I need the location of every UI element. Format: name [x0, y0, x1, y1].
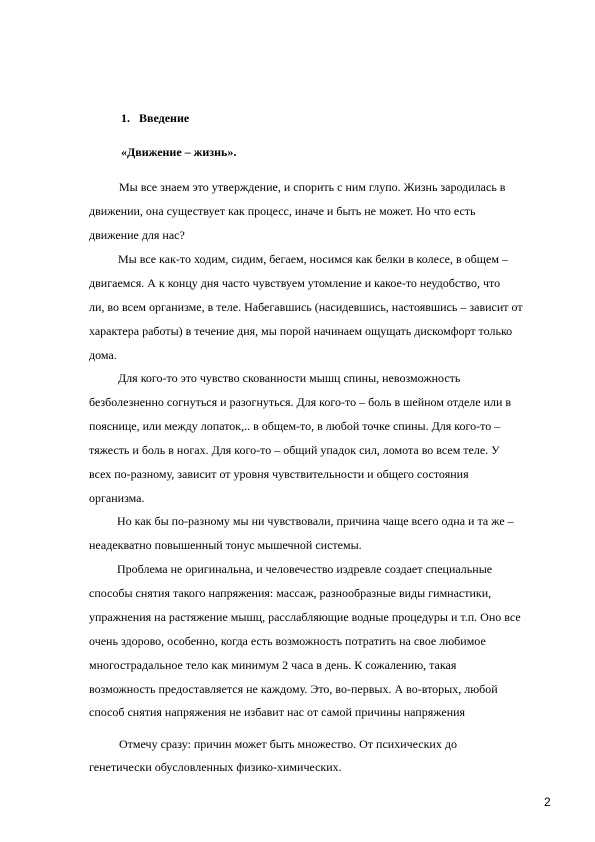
text-line: организма. — [89, 491, 145, 505]
text-line: безболезненно согнуться и разогнуться. Для кого-то – боль в шейном отделе или в — [89, 395, 512, 409]
text-line: очень здорово, особенно, когда есть возможность потратить на свое любимое — [89, 634, 486, 648]
text-line: Для кого-то это чувство скованности мышц спины, невозможность — [118, 371, 461, 385]
text-line: Проблема не оригинальна, и человечество издревле создает специальные — [117, 562, 493, 576]
text-line: всех по-разному, зависит от уровня чувствительности и общего состояния — [89, 467, 469, 481]
text-line: возможность предоставляется не каждому. Это, во-первых. А во-вторых, любой — [89, 682, 498, 696]
text-line: тяжесть и боль в ногах. Для кого-то – общий упадок сил, ломота во всем теле. У — [89, 443, 500, 457]
text-line: упражнения на растяжение мышц, расслабляющие водные процедуры и т.п. Оно все — [89, 610, 521, 624]
text-line: двигаемся. А к концу дня часто чувствуем утомление и какое-то неудобство, что — [89, 276, 501, 290]
section-heading — [121, 111, 189, 126]
text-line: дома. — [89, 348, 117, 362]
text-line: ли, во всем организме, в теле. Набегавшись (насидевшись, настоявшись – зависит от — [89, 300, 523, 314]
text-line: пояснице, или между лопаток,.. в общем-то, в любой точке спины. Для кого-то – — [89, 419, 501, 433]
section-number: 1. — [121, 111, 130, 125]
text-line: способы снятия такого напряжения: массаж, разнообразные виды гимнастики, — [89, 586, 492, 600]
text-line: многострадальное тело как минимум 2 часа в день. К сожалению, такая — [89, 658, 457, 672]
text-line: движение для нас? — [89, 228, 185, 242]
section-title: Введение — [139, 111, 190, 125]
page-number: 2 — [544, 795, 551, 809]
text-line: генетически обусловленных физико-химических. — [89, 760, 342, 774]
text-line: Отмечу сразу: причин может быть множество. От психических до — [119, 737, 457, 751]
text-line: Мы все как-то ходим, сидим, бегаем, носимся как белки в колесе, в общем – — [118, 252, 508, 266]
text-line: способ снятия напряжения не избавит нас от самой причины напряжения — [89, 705, 466, 719]
text-line: неадекватно повышенный тонус мышечной системы. — [89, 538, 362, 552]
text-line: Мы все знаем это утверждение, и спорить с ним глупо. Жизнь зародилась в — [119, 180, 506, 194]
section-subtitle: «Движение – жизнь». — [121, 145, 237, 159]
text-line: Но как бы по-разному мы ни чувствовали, причина чаще всего одна и та же – — [117, 514, 514, 528]
text-line: движении, она существует как процесс, иначе и быть не может. Но что есть — [89, 204, 476, 218]
text-line: характера работы) в течение дня, мы порой начинаем ощущать дискомфорт только — [89, 324, 513, 338]
